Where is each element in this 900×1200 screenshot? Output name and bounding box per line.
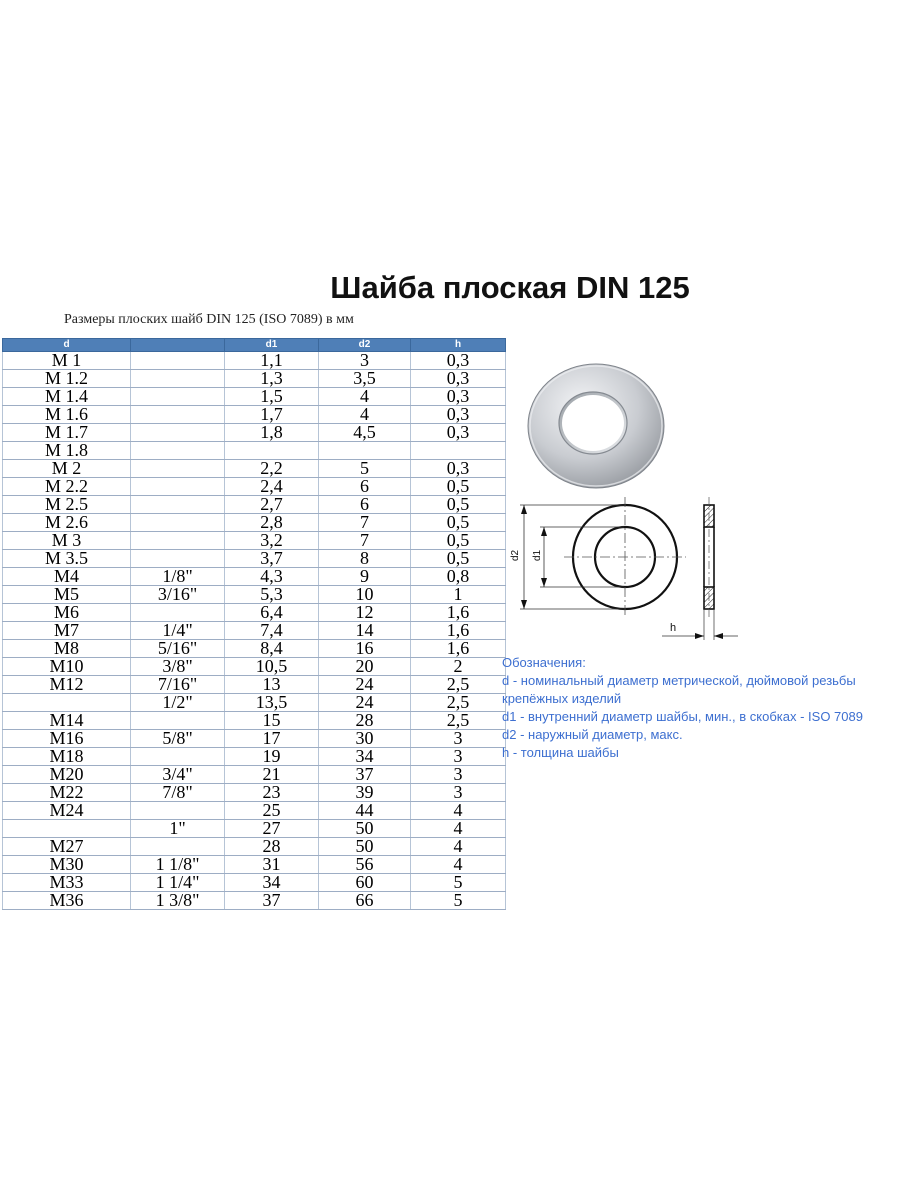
- cell-h: 0,3: [411, 352, 506, 370]
- cell-inch: [131, 478, 225, 496]
- cell-inch: [131, 370, 225, 388]
- cell-d: M30: [3, 856, 131, 874]
- cell-d1: 3,2: [225, 532, 319, 550]
- cell-h: 4: [411, 802, 506, 820]
- cell-d2: 4: [319, 388, 411, 406]
- cell-d2: 24: [319, 694, 411, 712]
- table-row: [3, 370, 506, 388]
- cell-inch: [131, 838, 225, 856]
- cell-h: 0,5: [411, 514, 506, 532]
- cell-h: 2,5: [411, 712, 506, 730]
- table-row: [3, 442, 506, 460]
- cell-d1: 1,1: [225, 352, 319, 370]
- cell-h: 0,5: [411, 496, 506, 514]
- table-row: [3, 694, 506, 712]
- cell-d: M24: [3, 802, 131, 820]
- cell-d1: 15: [225, 712, 319, 730]
- cell-inch: 5/8": [131, 730, 225, 748]
- d2-label: d2: [510, 549, 521, 561]
- cell-d: M16: [3, 730, 131, 748]
- cell-d1: 1,5: [225, 388, 319, 406]
- cell-inch: [131, 388, 225, 406]
- cell-d1: [225, 442, 319, 460]
- cell-inch: 3/4": [131, 766, 225, 784]
- cell-d1: 8,4: [225, 640, 319, 658]
- cell-d1: 17: [225, 730, 319, 748]
- cell-d2: 6: [319, 496, 411, 514]
- cell-d1: 5,3: [225, 586, 319, 604]
- cell-d2: 9: [319, 568, 411, 586]
- table-header-row: [3, 339, 506, 352]
- cell-d2: 6: [319, 478, 411, 496]
- cell-d1: 19: [225, 748, 319, 766]
- cell-d1: 25: [225, 802, 319, 820]
- table-row: [3, 550, 506, 568]
- cell-h: 2: [411, 658, 506, 676]
- cell-d: M 3: [3, 532, 131, 550]
- cell-h: 3: [411, 766, 506, 784]
- table-row: [3, 730, 506, 748]
- cell-inch: [131, 406, 225, 424]
- cell-d1: 1,7: [225, 406, 319, 424]
- table-row: [3, 676, 506, 694]
- table-row: [3, 586, 506, 604]
- table-row: [3, 892, 506, 910]
- cell-d: M 1.4: [3, 388, 131, 406]
- cell-d: M6: [3, 604, 131, 622]
- table-row: [3, 802, 506, 820]
- cell-d2: 14: [319, 622, 411, 640]
- cell-inch: 1 3/8": [131, 892, 225, 910]
- d1-label: d1: [532, 549, 543, 561]
- legend-line-d2: d2 - наружный диаметр, макс.: [502, 727, 683, 742]
- cell-d: M8: [3, 640, 131, 658]
- table-row: [3, 424, 506, 442]
- table-row: [3, 856, 506, 874]
- table-row: [3, 874, 506, 892]
- cell-d1: 7,4: [225, 622, 319, 640]
- cell-d2: 7: [319, 532, 411, 550]
- cell-d1: 23: [225, 784, 319, 802]
- legend-heading: Обозначения:: [502, 655, 586, 670]
- cell-d2: 50: [319, 838, 411, 856]
- cell-inch: 1/2": [131, 694, 225, 712]
- cell-d: M14: [3, 712, 131, 730]
- cell-inch: [131, 748, 225, 766]
- cell-d2: 60: [319, 874, 411, 892]
- cell-d2: 34: [319, 748, 411, 766]
- cell-d: M33: [3, 874, 131, 892]
- cell-d: M5: [3, 586, 131, 604]
- cell-h: 0,3: [411, 370, 506, 388]
- cell-inch: [131, 352, 225, 370]
- cell-h: 2,5: [411, 676, 506, 694]
- cell-inch: [131, 424, 225, 442]
- legend: [502, 654, 900, 762]
- column-header-h: h: [411, 339, 506, 352]
- cell-d1: 2,7: [225, 496, 319, 514]
- column-header-d2: d2: [319, 339, 411, 352]
- cell-h: [411, 442, 506, 460]
- cell-d: [3, 820, 131, 838]
- cell-inch: [131, 604, 225, 622]
- column-header-d1: d1: [225, 339, 319, 352]
- cell-d1: 34: [225, 874, 319, 892]
- cell-d1: 2,4: [225, 478, 319, 496]
- table-row: [3, 388, 506, 406]
- cell-d2: 5: [319, 460, 411, 478]
- h-label: h: [670, 622, 677, 634]
- cell-d1: 3,7: [225, 550, 319, 568]
- dimensions-table: [2, 338, 506, 910]
- cell-d1: 10,5: [225, 658, 319, 676]
- cell-h: 1,6: [411, 604, 506, 622]
- table-row: [3, 406, 506, 424]
- column-header-d: d: [3, 339, 131, 352]
- cell-d1: 28: [225, 838, 319, 856]
- cell-d2: 56: [319, 856, 411, 874]
- cell-d: M27: [3, 838, 131, 856]
- cell-d2: 7: [319, 514, 411, 532]
- cell-inch: [131, 496, 225, 514]
- cell-d: M 2.5: [3, 496, 131, 514]
- page-title: Шайба плоская DIN 125: [330, 270, 690, 305]
- cell-h: 0,3: [411, 460, 506, 478]
- cell-d2: 8: [319, 550, 411, 568]
- cell-d: [3, 694, 131, 712]
- cell-h: 0,5: [411, 478, 506, 496]
- cell-d2: 20: [319, 658, 411, 676]
- cell-d1: 13: [225, 676, 319, 694]
- cell-inch: [131, 442, 225, 460]
- legend-line-h: h - толщина шайбы: [502, 745, 619, 760]
- cell-inch: [131, 460, 225, 478]
- cell-inch: [131, 532, 225, 550]
- table-row: [3, 604, 506, 622]
- table-row: [3, 496, 506, 514]
- cell-d: M 2.2: [3, 478, 131, 496]
- cell-d1: 21: [225, 766, 319, 784]
- cell-h: 3: [411, 784, 506, 802]
- cell-h: 0,3: [411, 388, 506, 406]
- cell-inch: [131, 802, 225, 820]
- cell-d1: 4,3: [225, 568, 319, 586]
- cell-inch: 3/8": [131, 658, 225, 676]
- cell-h: 5: [411, 892, 506, 910]
- table-row: [3, 820, 506, 838]
- cell-inch: 3/16": [131, 586, 225, 604]
- cell-d: M 1.6: [3, 406, 131, 424]
- cell-d2: 16: [319, 640, 411, 658]
- cell-d2: 3,5: [319, 370, 411, 388]
- cell-d: M 1: [3, 352, 131, 370]
- cell-inch: 1 1/8": [131, 856, 225, 874]
- table-row: [3, 514, 506, 532]
- cell-d: M10: [3, 658, 131, 676]
- cell-d1: 37: [225, 892, 319, 910]
- table-row: [3, 640, 506, 658]
- cell-h: 5: [411, 874, 506, 892]
- cell-d: M7: [3, 622, 131, 640]
- cell-inch: 1/4": [131, 622, 225, 640]
- cell-h: 4: [411, 838, 506, 856]
- cell-h: 0,5: [411, 550, 506, 568]
- cell-d2: 4,5: [319, 424, 411, 442]
- cell-d1: 1,3: [225, 370, 319, 388]
- cell-d: M 1.7: [3, 424, 131, 442]
- cell-d: M12: [3, 676, 131, 694]
- cell-h: 1,6: [411, 640, 506, 658]
- cell-h: 1,6: [411, 622, 506, 640]
- table-row: [3, 658, 506, 676]
- cell-d1: 6,4: [225, 604, 319, 622]
- cell-h: 1: [411, 586, 506, 604]
- cell-h: 0,3: [411, 424, 506, 442]
- cell-inch: 1/8": [131, 568, 225, 586]
- table-caption: Размеры плоских шайб DIN 125 (ISO 7089) в мм: [64, 312, 354, 327]
- legend-line-d: d - номинальный диаметр метрической, дюймовой резьбы: [502, 673, 856, 688]
- cell-inch: 7/8": [131, 784, 225, 802]
- cell-d2: [319, 442, 411, 460]
- table-row: [3, 784, 506, 802]
- cell-inch: 1": [131, 820, 225, 838]
- cell-inch: [131, 514, 225, 532]
- cell-d: M18: [3, 748, 131, 766]
- cell-d2: 4: [319, 406, 411, 424]
- cell-d2: 12: [319, 604, 411, 622]
- cell-d1: 2,8: [225, 514, 319, 532]
- cell-d2: 24: [319, 676, 411, 694]
- cell-d2: 50: [319, 820, 411, 838]
- table-row: [3, 838, 506, 856]
- cell-inch: 7/16": [131, 676, 225, 694]
- cell-d: M 2: [3, 460, 131, 478]
- cell-h: 4: [411, 856, 506, 874]
- cell-d: M20: [3, 766, 131, 784]
- cell-d1: 31: [225, 856, 319, 874]
- cell-h: 4: [411, 820, 506, 838]
- cell-h: 0,8: [411, 568, 506, 586]
- cell-d: M 1.8: [3, 442, 131, 460]
- cell-d2: 30: [319, 730, 411, 748]
- cell-inch: 1 1/4": [131, 874, 225, 892]
- cell-inch: [131, 550, 225, 568]
- washer-drawing: [500, 495, 750, 650]
- cell-inch: 5/16": [131, 640, 225, 658]
- cell-d2: 28: [319, 712, 411, 730]
- cell-d: M 2.6: [3, 514, 131, 532]
- table-row: [3, 478, 506, 496]
- cell-h: 2,5: [411, 694, 506, 712]
- cell-d: M 3.5: [3, 550, 131, 568]
- table-row: [3, 352, 506, 370]
- cell-d1: 13,5: [225, 694, 319, 712]
- cell-inch: [131, 712, 225, 730]
- cell-h: 0,5: [411, 532, 506, 550]
- cell-d2: 66: [319, 892, 411, 910]
- table-row: [3, 748, 506, 766]
- column-header-inch: [131, 339, 225, 352]
- legend-line-d-continued: крепёжных изделий: [502, 691, 622, 706]
- table-row: [3, 622, 506, 640]
- cell-d2: 3: [319, 352, 411, 370]
- cell-d1: 1,8: [225, 424, 319, 442]
- table-body: [3, 352, 506, 910]
- cell-d2: 39: [319, 784, 411, 802]
- table-row: [3, 766, 506, 784]
- cell-d2: 44: [319, 802, 411, 820]
- cell-d2: 37: [319, 766, 411, 784]
- cell-d1: 27: [225, 820, 319, 838]
- cell-d2: 10: [319, 586, 411, 604]
- table-row: [3, 532, 506, 550]
- cell-h: 3: [411, 730, 506, 748]
- table-row: [3, 568, 506, 586]
- table-row: [3, 460, 506, 478]
- cell-d: M36: [3, 892, 131, 910]
- cell-d1: 2,2: [225, 460, 319, 478]
- washer-photo: [526, 360, 666, 490]
- cell-d: M 1.2: [3, 370, 131, 388]
- table-row: [3, 712, 506, 730]
- cell-d: M4: [3, 568, 131, 586]
- cell-h: 0,3: [411, 406, 506, 424]
- legend-line-d1: d1 - внутренний диаметр шайбы, мин., в скобках - ISO 7089: [502, 709, 863, 724]
- cell-d: M22: [3, 784, 131, 802]
- cell-h: 3: [411, 748, 506, 766]
